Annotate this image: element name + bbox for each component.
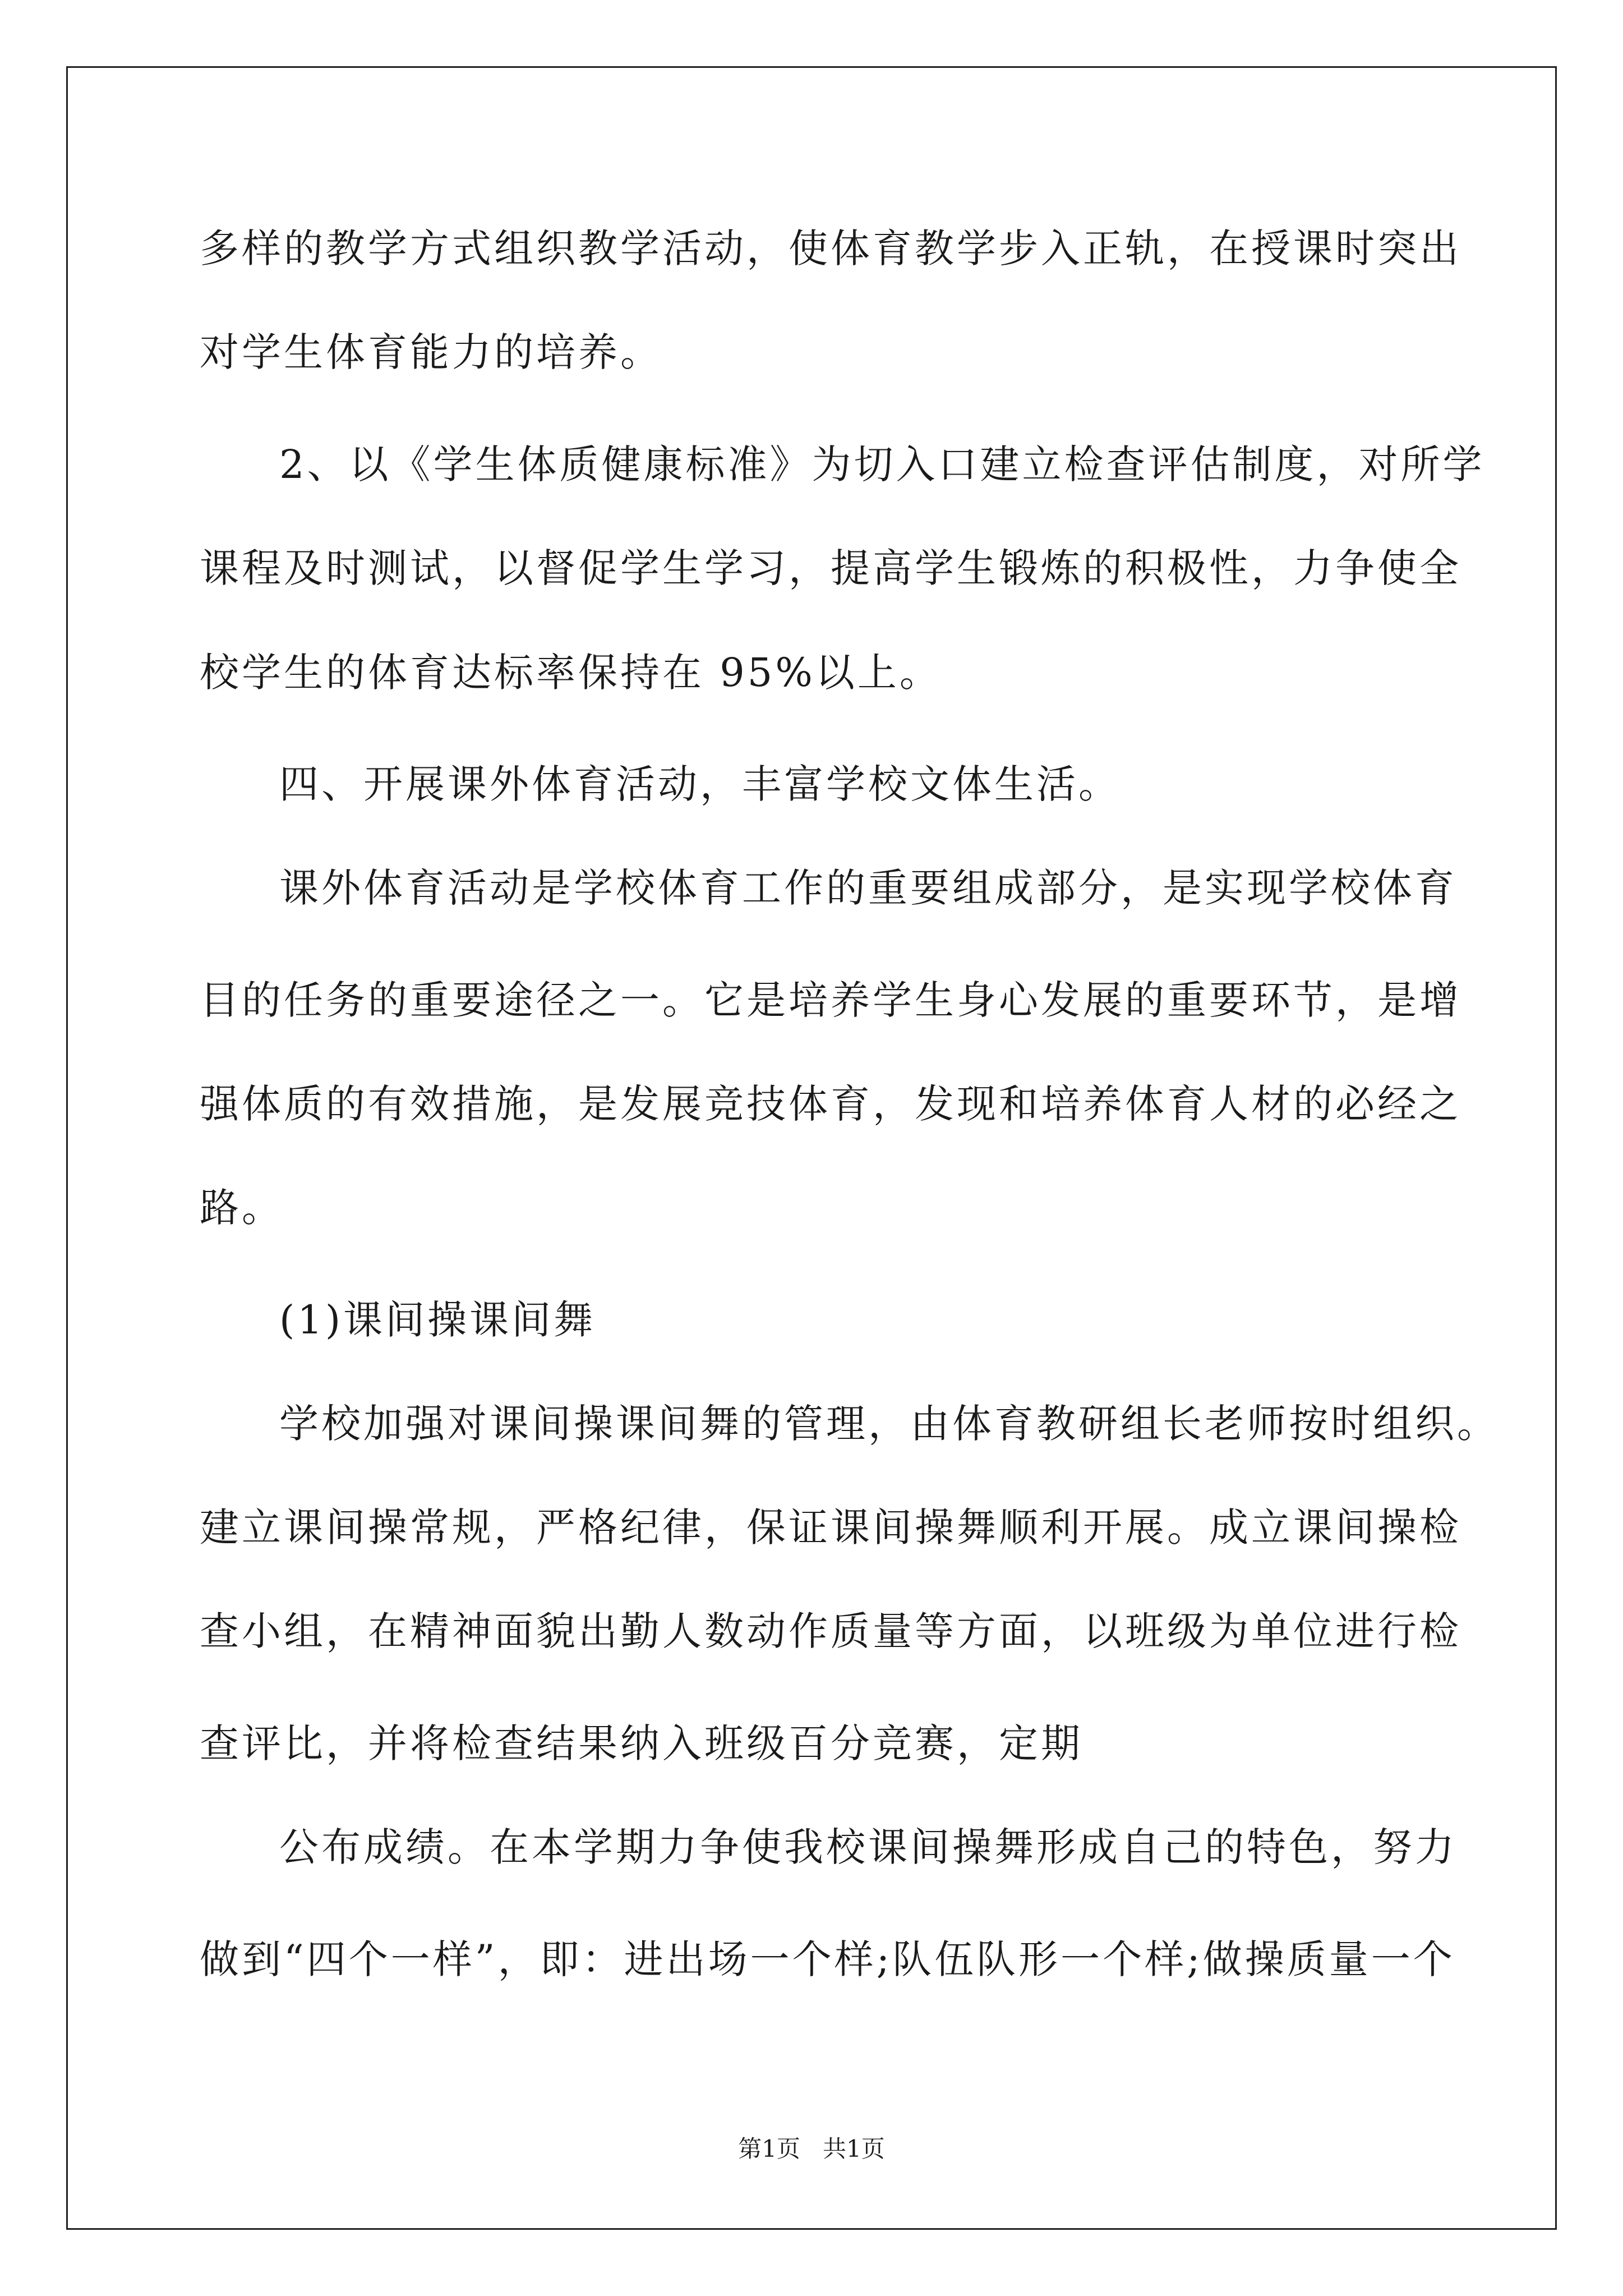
body-line-12: 学校加强对课间操课间舞的管理，由体育教研组长老师按时组织。: [279, 1401, 1499, 1447]
body-line-5: 校学生的体育达标率保持在 95%以上。: [200, 650, 942, 696]
page-border: [66, 66, 1557, 2230]
body-line-4: 课程及时测试，以督促学生学习，提高学生锻炼的积极性，力争使全: [200, 545, 1461, 591]
body-line-8: 目的任务的重要途径之一。它是培养学生身心发展的重要环节，是增: [200, 977, 1461, 1023]
body-line-15: 查评比，并将检查结果纳入班级百分竞赛，定期: [200, 1720, 1083, 1766]
body-line-13: 建立课间操常规，严格纪律，保证课间操舞顺利开展。成立课间操检: [200, 1504, 1461, 1550]
body-line-2: 对学生体育能力的培养。: [200, 329, 662, 375]
body-line-1: 多样的教学方式组织教学活动，使体育教学步入正轨，在授课时突出: [200, 226, 1461, 272]
body-line-10: 路。: [200, 1185, 284, 1231]
body-line-17: 做到“四个一样”，即：进出场一个样;队伍队形一个样;做操质量一个: [200, 1936, 1455, 1982]
body-line-9: 强体质的有效措施，是发展竞技体育，发现和培养体育人材的必经之: [200, 1081, 1461, 1127]
page-number-footer: 第1页 共1页: [738, 2135, 885, 2162]
body-line-3: 2、以《学生体质健康标准》为切入口建立检查评估制度，对所学: [279, 441, 1485, 487]
body-line-14: 查小组，在精神面貌出勤人数动作质量等方面，以班级为单位进行检: [200, 1608, 1461, 1654]
body-line-6: 四、开展课外体育活动，丰富学校文体生活。: [279, 761, 1121, 807]
body-line-16: 公布成绩。在本学期力争使我校课间操舞形成自己的特色，努力: [279, 1824, 1457, 1870]
body-line-11: (1)课间操课间舞: [279, 1297, 596, 1343]
body-line-7: 课外体育活动是学校体育工作的重要组成部分，是实现学校体育: [279, 865, 1457, 911]
